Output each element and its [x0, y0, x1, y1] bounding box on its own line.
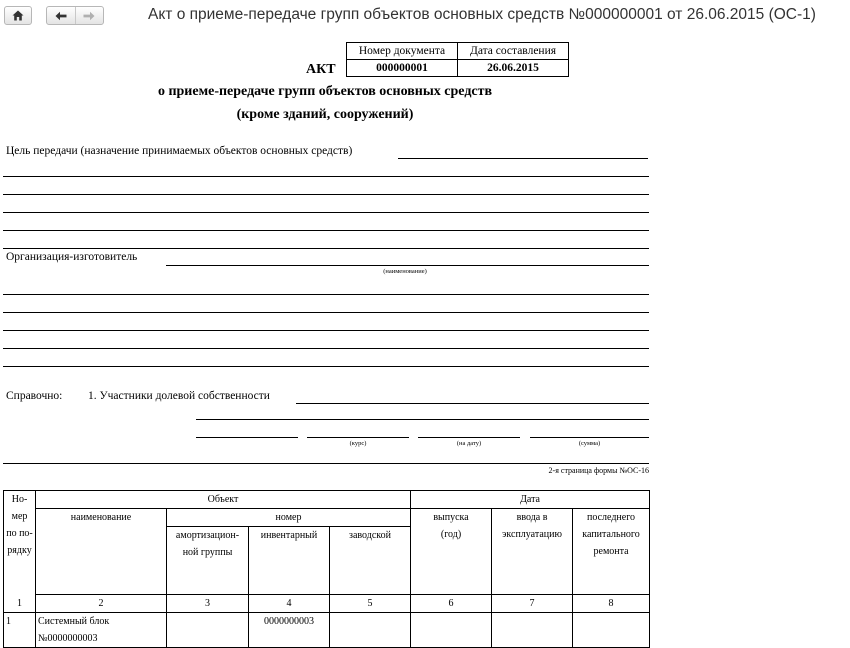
col-number-cell: 2: [36, 595, 167, 613]
col-number-cell: 1: [4, 595, 36, 613]
window-title: Акт о приеме-передаче групп объектов основных средств №000000001 от 26.06.2015 (ОС-1): [148, 6, 816, 23]
doc-number-label: Номер документа: [347, 43, 458, 60]
manufacturer-line: [3, 312, 649, 313]
col-factory-header: заводской: [330, 527, 411, 595]
back-button[interactable]: [47, 7, 75, 24]
col-date-header: Дата: [411, 491, 650, 509]
purpose-line: [3, 248, 649, 249]
sum-hint: (сумма): [578, 440, 601, 447]
page-note: 2-я страница формы №ОС-16: [548, 466, 649, 475]
purpose-line: [3, 212, 649, 213]
row-inventory: 0000000003: [249, 613, 330, 648]
col-number-cell: 3: [167, 595, 249, 613]
rate-hint: (курс): [349, 440, 367, 447]
act-label: АКТ: [306, 62, 336, 77]
purpose-line: [398, 158, 648, 159]
row-factory: [330, 613, 411, 648]
manufacturer-line: [3, 366, 649, 367]
date-line: [418, 437, 520, 438]
doc-title-line1: о приеме-передаче групп объектов основных средств: [157, 84, 493, 99]
col-release-header: выпуска (год): [411, 509, 492, 595]
doc-title-line2: (кроме зданий, сооружений): [236, 107, 414, 122]
col-number-header: номер: [167, 509, 411, 527]
arrow-left-icon: [55, 11, 67, 21]
manufacturer-hint: (наименование): [383, 268, 427, 275]
toolbar: [0, 0, 850, 32]
row-commission: [492, 613, 573, 648]
row-amort: [167, 613, 249, 648]
home-icon: [12, 10, 24, 21]
col-num-header: Но- мер по по- рядку: [4, 491, 36, 595]
purpose-line: [3, 230, 649, 231]
col-number-cell: 4: [249, 595, 330, 613]
row-repair: [573, 613, 650, 648]
col-object-header: Объект: [36, 491, 411, 509]
document-header-table: [346, 42, 569, 77]
history-navigation: [46, 6, 104, 25]
home-button[interactable]: [4, 6, 32, 25]
col-inventory-header: инвентарный: [249, 527, 330, 595]
date-hint: (на дату): [456, 440, 482, 447]
col-repair-header: последнего капитального ремонта: [573, 509, 650, 595]
reference-blank: [196, 437, 298, 438]
row-release: [411, 613, 492, 648]
objects-table: [3, 490, 650, 648]
purpose-label: Цель передачи (назначение принимаемых объектов основных средств): [6, 145, 353, 157]
sum-line: [530, 437, 649, 438]
purpose-line: [3, 194, 649, 195]
purpose-line: [3, 176, 649, 177]
doc-number[interactable]: 000000001: [347, 60, 458, 77]
col-number-cell: 8: [573, 595, 650, 613]
reference-line: [3, 463, 649, 464]
reference-line: [196, 419, 649, 420]
reference-label: Справочно:: [6, 390, 63, 402]
doc-date[interactable]: 26.06.2015: [458, 60, 569, 77]
col-number-cell: 7: [492, 595, 573, 613]
manufacturer-line: [3, 330, 649, 331]
col-amort-header: амортизацион- ной группы: [167, 527, 249, 595]
arrow-right-icon: [83, 11, 95, 21]
row-name[interactable]: Системный блок №0000000003: [36, 613, 167, 648]
reference-item: 1. Участники долевой собственности: [88, 390, 270, 402]
manufacturer-line: [3, 294, 649, 295]
doc-date-label: Дата составления: [458, 43, 569, 60]
forward-button[interactable]: [75, 7, 104, 24]
manufacturer-label: Организация-изготовитель: [6, 251, 138, 263]
col-commission-header: ввода в эксплуатацию: [492, 509, 573, 595]
manufacturer-line: [166, 265, 649, 266]
col-number-cell: 5: [330, 595, 411, 613]
row-num: 1: [4, 613, 36, 648]
rate-line: [307, 437, 409, 438]
col-number-cell: 6: [411, 595, 492, 613]
col-name-header: наименование: [36, 509, 167, 595]
manufacturer-line: [3, 348, 649, 349]
reference-line: [296, 403, 649, 404]
table-row: [4, 613, 650, 648]
